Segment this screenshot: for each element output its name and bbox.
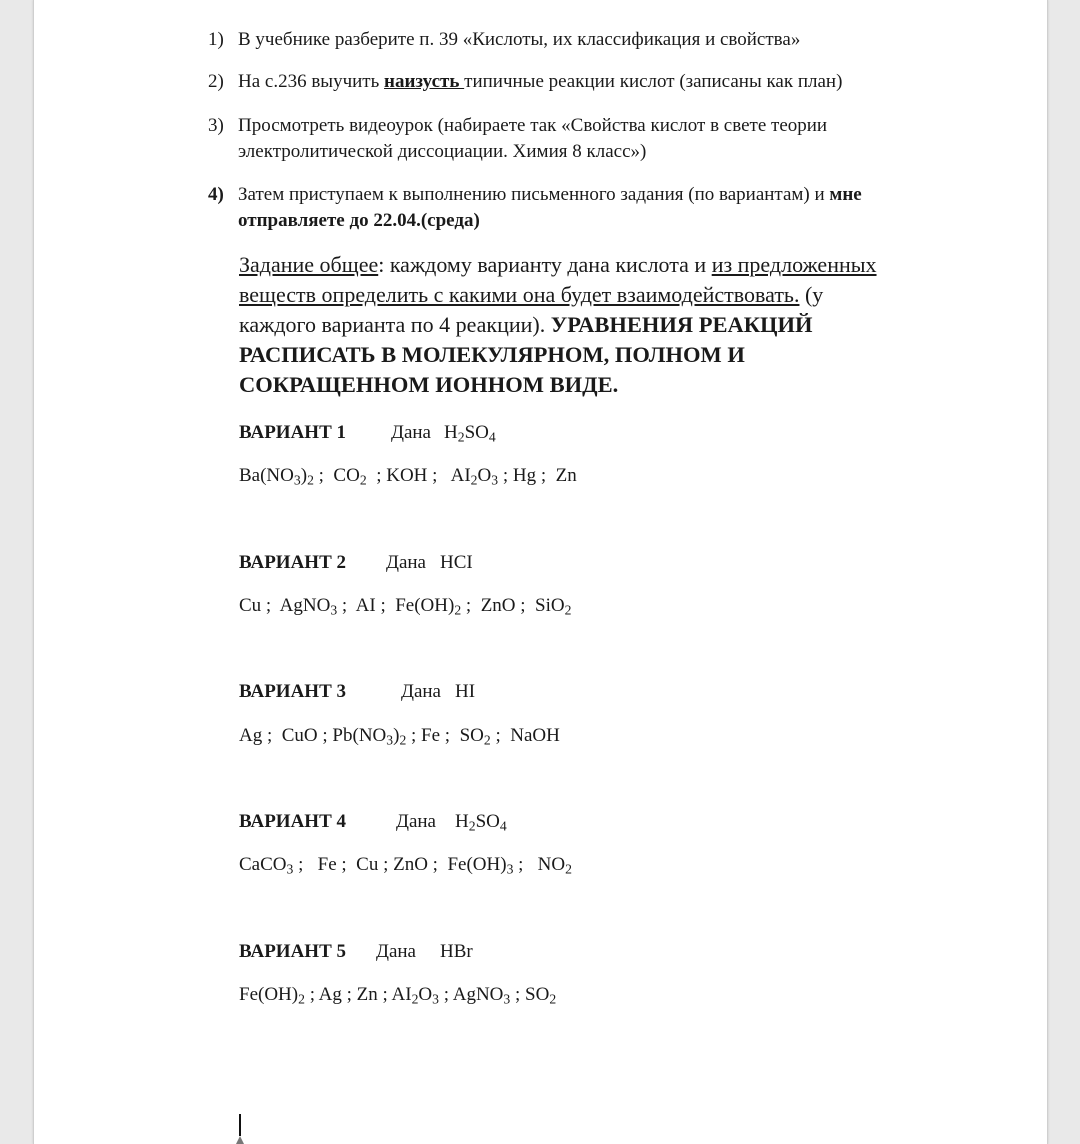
item-3-line-2: электролитической диссоциации. Химия 8 класс») bbox=[238, 141, 647, 162]
item-4-line-1 bbox=[238, 181, 862, 208]
task-line-2 bbox=[239, 280, 959, 310]
variant-4-substances: CaCO$_3$ ; Fe ; Cu ; ZnO ; $Fe(OH)_3$ ; $NO_2$ bbox=[239, 854, 572, 877]
variant-3-label: ВАРИАНТ 3 bbox=[239, 681, 347, 702]
item-1-text: В учебнике разберите п. 39 «Кислоты, их классификация и свойства» bbox=[238, 29, 801, 50]
cursor-marker-icon bbox=[236, 1136, 244, 1144]
task-text-3: каждого варианта по 4 реакции). bbox=[239, 312, 551, 337]
task-underlined-2: веществ определить с какими она будет взаимодействовать. bbox=[239, 282, 800, 307]
variant-5-given: Дана bbox=[376, 941, 416, 962]
variant-3-acid: HI bbox=[455, 681, 476, 702]
item-2-text bbox=[238, 68, 842, 95]
item-4-number: 4) bbox=[208, 184, 224, 205]
task-bold-2: РАСПИСАТЬ В МОЛЕКУЛЯРНОМ, ПОЛНОМ И bbox=[239, 342, 745, 367]
variant-2-substances: Cu ; AgNO$_3$ ; AI ; $Fe(OH)_2$ ; ZnO ; SiO$_2$ bbox=[239, 595, 572, 618]
variant-4-acid: $H_2SO_4$ bbox=[455, 811, 507, 834]
variant-5-label: ВАРИАНТ 5 bbox=[239, 941, 347, 962]
task-line-3 bbox=[239, 310, 959, 340]
item-2-emphasis: наизусть bbox=[384, 71, 465, 92]
item-4-bold: мне bbox=[829, 184, 862, 205]
task-underlined-1: из предложенных bbox=[711, 252, 877, 277]
variant-5-substances: $Fe(OH)_2$ ; Ag ; Zn ; $AI_2O_3$ ; AgNO$_3$ ; $SO_2$ bbox=[239, 984, 557, 1007]
variant-3-substances: Ag ; CuO ; $Pb(NO_3)_2$ ; Fe ; $SO_2$ ; NaOH bbox=[239, 725, 560, 748]
item-3-number: 3) bbox=[208, 115, 224, 136]
task-bold-1: УРАВНЕНИЯ РЕАКЦИЙ bbox=[550, 312, 813, 337]
item-4-pre: Затем приступаем к выполнению письменного задания (по вариантам) и bbox=[238, 184, 830, 205]
item-4-line-2: отправляете до 22.04.(среда) bbox=[238, 210, 480, 231]
variant-5-acid: HBr bbox=[440, 941, 473, 962]
item-2-number: 2) bbox=[208, 71, 224, 92]
document-page[interactable] bbox=[33, 0, 1048, 1144]
task-heading: Задание общее bbox=[239, 252, 379, 277]
task-text-1: : каждому варианту дана кислота и bbox=[378, 252, 712, 277]
variant-2-given: Дана bbox=[386, 552, 426, 573]
variant-2-label: ВАРИАНТ 2 bbox=[239, 552, 347, 573]
variant-2-acid: HCI bbox=[440, 552, 473, 573]
item-1-number: 1) bbox=[208, 29, 224, 50]
variant-1-label: ВАРИАНТ 1 bbox=[239, 422, 347, 443]
variant-1-substances: $Ba(NO_3)_2$ ; $CO_2$ ; KOH ; $AI_2O_3$ ; Hg ; Zn bbox=[239, 465, 577, 488]
general-task bbox=[239, 250, 959, 400]
text-cursor[interactable] bbox=[239, 1114, 241, 1136]
variant-4-label: ВАРИАНТ 4 bbox=[239, 811, 347, 832]
task-bold-3: СОКРАЩЕННОМ ИОННОМ ВИДЕ. bbox=[239, 372, 619, 397]
variant-1-acid: $H_2SO_4$ bbox=[444, 422, 496, 445]
task-text-2: (у bbox=[799, 282, 824, 307]
item-2-pre: На с.236 выучить bbox=[238, 71, 385, 92]
variant-4-given: Дана bbox=[396, 811, 436, 832]
task-line-1 bbox=[239, 250, 959, 280]
variant-1-given: Дана bbox=[391, 422, 431, 443]
item-3-line-1: Просмотреть видеоурок (набираете так «Свойства кислот в свете теории bbox=[238, 115, 828, 136]
variant-3-given: Дана bbox=[401, 681, 441, 702]
item-2-post: типичные реакции кислот (записаны как план) bbox=[464, 71, 843, 92]
